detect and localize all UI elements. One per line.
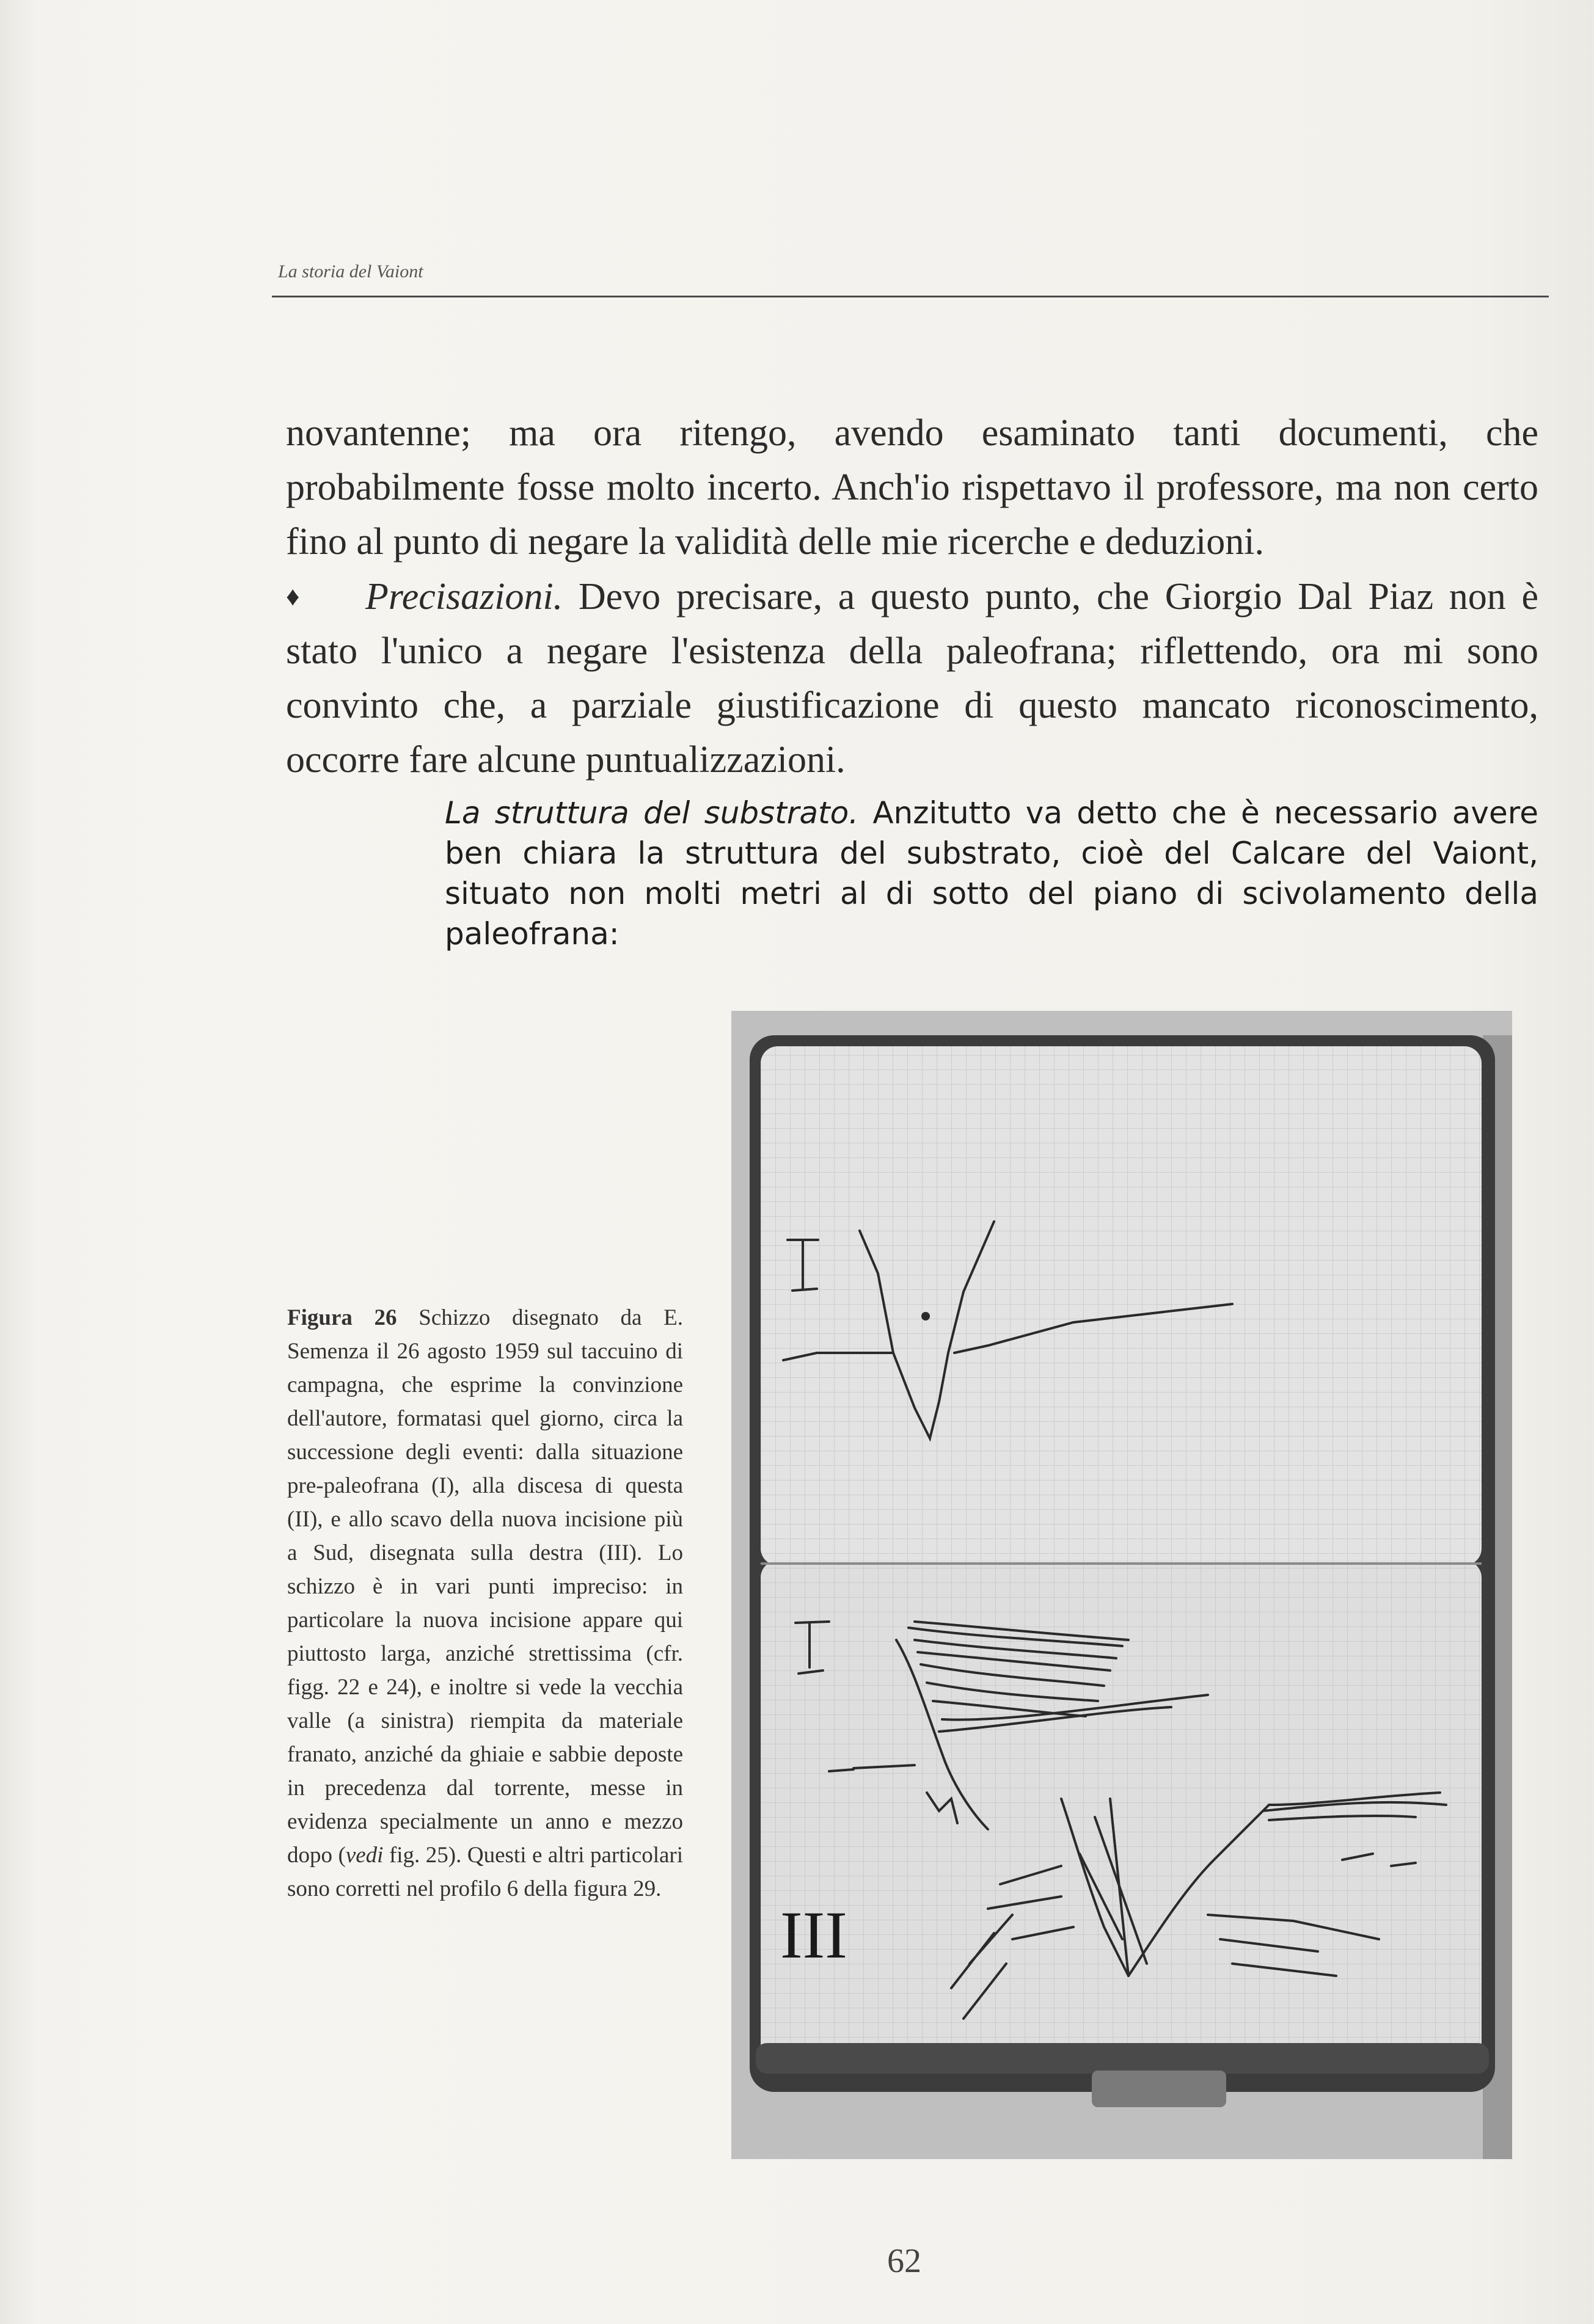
caption-text-b: fig. 25). Questi e altri particolari sono corretti nel profilo 6 della figura 29. bbox=[287, 1843, 683, 1901]
body-text bbox=[286, 406, 1538, 787]
notebook-sketch-figure bbox=[731, 1011, 1512, 2159]
figure-caption bbox=[287, 1301, 683, 1906]
paragraph-3-text: Anzitutto va detto che è necessario avere ben chiara la struttura del substrato, cioè del Calcare del Vaiont, situato non molti metri al di sotto del piano di scivolamento della paleofrana: bbox=[445, 795, 1538, 952]
notebook-sketch-image bbox=[731, 1011, 1512, 2159]
caption-vedi: vedi bbox=[345, 1843, 384, 1868]
paragraph-2 bbox=[286, 569, 1538, 787]
paragraph-1: novantenne; ma ora ritengo, avendo esaminato tanti documenti, che probabilmente fosse molto incerto. Anch'io rispettavo il professore, ma non certo fino al punto di negare la validità delle mie ricerche e deduzioni. bbox=[286, 412, 1538, 563]
paragraph-2-lead: Precisazioni. bbox=[365, 576, 563, 617]
diamond-bullet-icon: ♦ bbox=[286, 581, 300, 611]
page-number: 62 bbox=[887, 2242, 921, 2280]
sketch-label-ii: II bbox=[792, 1637, 802, 1656]
paragraph-3 bbox=[445, 793, 1538, 954]
running-head: La storia del Vaiont bbox=[278, 261, 423, 282]
paragraph-2-text: Devo precisare, a questo punto, che Giorgio Dal Piaz non è stato l'unico a negare l'esistenza della paleofrana; riflettendo, ora mi sono convinto che, a parziale giustificazione di questo mancato riconoscimento, occorre fare alcune puntualizzazioni. bbox=[286, 576, 1538, 781]
paragraph-3-lead: La struttura del substrato. bbox=[445, 795, 859, 831]
header-rule bbox=[272, 296, 1549, 297]
sketch-label-iii: III bbox=[780, 1898, 847, 1972]
caption-text-a: Schizzo disegnato da E. Semenza il 26 agosto 1959 sul taccuino di campagna, che esprime la convinzione dell'autore, formatasi quel giorno, circa la successione degli eventi: dalla situazione pre-paleofrana (I), alla discesa di questa (II), e allo scavo della nuova incisione più a Sud, disegnata sulla destra (III). Lo schizzo è in vari punti impreciso: in particolare la nuova incisione appare qui piuttosto larga, anziché strettissima (cfr. figg. 22 e 24), e inoltre si vede la vecchia valle (a sinistra) riempita da materiale franato, anziché da ghiaie e sabbie deposte in precedenza dal torrente, messe in evidenza specialmente un anno e mezzo dopo ( bbox=[287, 1305, 683, 1868]
sketch-label-i: I bbox=[792, 1259, 797, 1277]
caption-label: Figura 26 bbox=[287, 1305, 397, 1330]
